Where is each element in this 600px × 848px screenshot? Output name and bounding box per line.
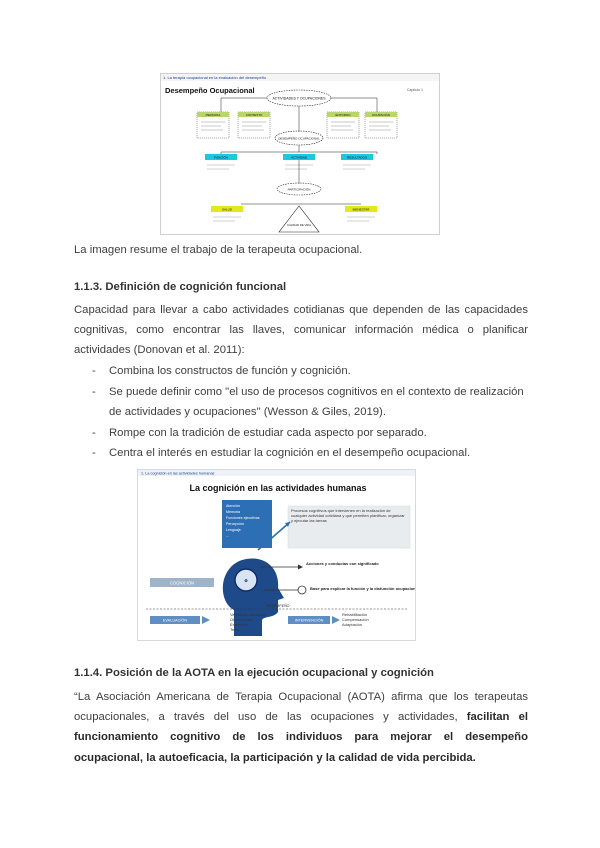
fig1-yellow-right: BIENESTAR [352, 207, 370, 212]
fig1-cyan-left: FUNCIÓN [214, 155, 228, 160]
fig1-left-box: PERSONA [205, 113, 221, 117]
bullet-item: - Rompe con la tradición de estudiar cada aspecto por separado. [74, 423, 534, 444]
fig2-list-left-item: Percepción [226, 522, 244, 526]
figure1-caption: La imagen resume el trabajo de la terapeuta ocupacional. [74, 244, 363, 256]
fig2-list-left-item: Funciones ejecutivas [226, 516, 260, 520]
figure-cognition-activities [137, 469, 416, 641]
fig2-list-left-item: Lenguaje [226, 528, 241, 532]
section-1-1-4-paragraph-normal: “La Asociación Americana de Terapia Ocupacional (AOTA) afirma que los terapeutas ocupacionales, a través del uso de las ocupaciones y actividades, [74, 691, 528, 724]
fig1-triangle-label: CALIDAD DE VIDA [286, 223, 312, 227]
fig2-title: La cognición en las actividades humanas [189, 483, 367, 493]
fig2-bottom-notes-left: Valoración funcional Observación Entrevista Tests [230, 612, 266, 632]
fig2-bottom-notes-right: Rehabilitación Compensación Adaptación [342, 612, 369, 627]
fig2-list-left-item: ... [226, 534, 229, 538]
cognition-diagram [138, 470, 415, 640]
fig1-yellow-left: SALUD [221, 207, 233, 212]
fig2-brain-label: ⚙ [244, 578, 248, 583]
bullet-item: - Se puede definir como "el uso de procesos cognitivos en el contexto de realización de actividades y ocupaciones" (Wesson & Giles, 2019). [74, 382, 534, 423]
fig1-corner-label: Capítulo 1 [407, 88, 423, 92]
fig2-arrow2-label: Base para explicar la función y la disfunción ocupacional [310, 586, 415, 591]
fig2-bottom-left: EVALUACIÓN [162, 618, 188, 623]
section-1-1-3-heading: 1.1.3. Definición de cognición funcional [74, 281, 287, 293]
fig1-bottom-node: PARTICIPACIÓN [287, 187, 311, 192]
fig1-header: 1. La terapia ocupacional en la evaluación del desempeño [163, 75, 267, 80]
fig1-left-box2: CONTEXTO [245, 113, 263, 117]
fig1-right-box2: OCUPACIÓN [372, 113, 390, 117]
section-1-1-4-paragraph [74, 687, 528, 768]
fig1-top-node: ACTIVIDADES Y OCUPACIONES [272, 96, 326, 101]
fig1-title: Desempeño Ocupacional [165, 86, 255, 95]
bullet-item: - Combina los constructos de función y cognición. [74, 361, 534, 382]
fig1-right-box: ENTORNO [335, 113, 351, 117]
fig1-cyan-mid: ACTIVIDAD [290, 155, 308, 160]
section-1-1-4-heading: 1.1.4. Posición de la AOTA en la ejecución ocupacional y cognición [74, 667, 434, 679]
fig2-list-left-item: Atención [226, 504, 240, 508]
fig2-bottom-mid: INTERVENCIÓN [294, 618, 324, 623]
fig2-arrow1-label: Acciones y conductas con significado [306, 561, 379, 566]
fig2-list-left-item: Memoria [226, 510, 240, 514]
fig1-cyan-right: RESULTADOS [347, 155, 367, 160]
fig2-header: 1. La cognición en las actividades humanas [141, 471, 215, 476]
fig1-center-node: DESEMPEÑO OCUPACIONAL [278, 136, 320, 141]
fig2-bottom-center: DESEMPEÑO [266, 604, 290, 608]
fig2-list-right: Procesos cognitivos que intervienen en la realización de cualquier actividad cotidiana y que permiten planificar, organizar y ejecutar las tareas [291, 508, 405, 523]
fig2-cognition-label: COGNICIÓN [169, 580, 195, 586]
figure-occupational-performance [160, 73, 440, 235]
section-1-1-4-paragraph-bold: facilitan el funcionamiento cognitivo de los individuos para mejorar el desempeño ocupacional, la autoeficacia, la participación y la calidad de vida percibida. [74, 711, 528, 764]
section-1-1-3-bullets [74, 361, 534, 464]
occupational-performance-diagram [161, 74, 439, 234]
section-1-1-3-paragraph: Capacidad para llevar a cabo actividades cotidianas que dependen de las capacidades cognitivas, como encontrar las llaves, comunicar información médica o planificar actividades (Donovan et al. 2011): [74, 304, 528, 357]
bullet-item: - Centra el interés en estudiar la cognición en el desempeño ocupacional. [74, 443, 534, 464]
